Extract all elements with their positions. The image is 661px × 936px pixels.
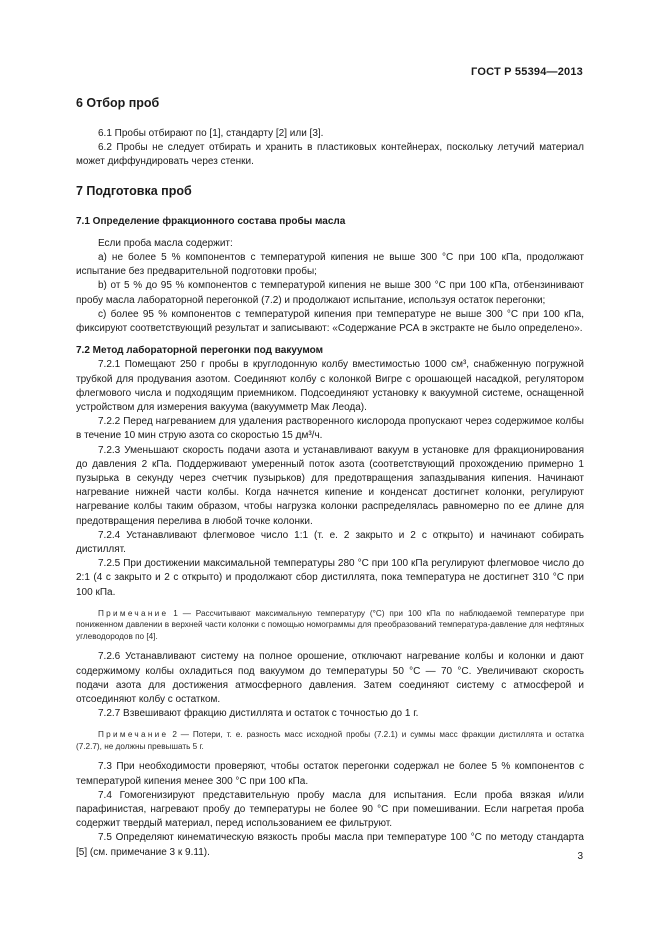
paragraph-7-2-3: 7.2.3 Уменьшают скорость подачи азота и устанавливают вакуум в установке для фракционирования до давления 2 кПа. Поддерживают умеренный поток азота (соответствующий прохождению примерно 1 пузырька в секунду через счетчик пузырьков) для предотвращения запаздывания кипения. Начинают нагревание нижней части колбы. Когда начнется кипение и конденсат достигнет колонки, регулируют нагревание колбы таким образом, чтобы нагрузка колонки распределялась равномерно по ее длине для предотвращения перелива в любой точке колонки.: [76, 444, 584, 527]
section-7-heading: 7 Подготовка проб: [76, 183, 192, 198]
note-2-text: 2 — Потери, т. е. разность масс исходной пробы (7.2.1) и суммы масс фракции дистиллята и остатка (7.2.7), не должны превышать 5 г.: [76, 730, 584, 751]
paragraph-7-3: 7.3 При необходимости проверяют, чтобы остаток перегонки содержал не более 5 % компонентов с температурой кипения менее 300 °С при 100 кПа.: [76, 761, 584, 787]
list-item-b: b) от 5 % до 95 % компонентов с температурой кипения не выше 300 °С при 100 кПа, отбензинивают пробу масла лабораторной перегонкой (7.2) и продолжают испытание, используя остаток перегонки;: [76, 280, 584, 306]
paragraph-7-5: 7.5 Определяют кинематическую вязкость пробы масла при температуре 100 °С по методу стандарта [5] (см. примечание 3 к 9.11).: [76, 832, 584, 858]
paragraph-7-2-7: 7.2.7 Взвешивают фракцию дистиллята и остаток с точностью до 1 г.: [98, 708, 419, 720]
paragraph-7-2-6: 7.2.6 Устанавливают систему на полное орошение, отключают нагревание колбы и колонки и дают содержимому колбы охладиться под вакуумом до температуры 50 °С — 70 °С. Увеличивают скорость подачи азота для достижения атмосферного давления. Затем соединяют систему с атмосферой и отсоединяют колбу с остатком.: [76, 651, 584, 705]
list-item-a: а) не более 5 % компонентов с температурой кипения не выше 300 °С при 100 кПа, продолжают испытание без предварительной подготовки пробы;: [76, 252, 584, 278]
note-1: [76, 608, 584, 643]
list-item-c: с) более 95 % компонентов с температурой кипения при температуре не выше 300 °С при 100 кПа, фиксируют соответствующий результат и записывают: «Содержание РСА в экстракте не было определено».: [76, 308, 584, 335]
paragraph-6-1: 6.1 Пробы отбирают по [1], стандарту [2] или [3].: [98, 128, 324, 139]
note-2: [76, 729, 584, 752]
note-1-text: 1 — Рассчитывают максимальную температуру (°С) при 100 кПа по наблюдаемой температуре при пониженном давлении в верхней части колонки с помощью номограммы для преобразований температура-давление для нефтяных углеводородов по [4].: [76, 608, 584, 641]
note-2-label: Примечание: [98, 730, 169, 740]
subsection-7-1-heading: 7.1 Определение фракционного состава пробы масла: [76, 215, 346, 227]
subsection-7-2-heading: 7.2 Метод лабораторной перегонки под вакуумом: [76, 345, 323, 357]
paragraph-6-2: 6.2 Пробы не следует отбирать и хранить в пластиковых контейнерах, поскольку летучий материал может диффундировать через стенки.: [76, 142, 584, 168]
section-6-heading: 6 Отбор проб: [76, 96, 160, 110]
paragraph-7-2-2: 7.2.2 Перед нагреванием для удаления растворенного кислорода пропускают через содержимое колбы в течение 10 мин струю азота со скоростью 15 дм³/ч.: [76, 416, 584, 442]
note-1-label: Примечание: [98, 608, 169, 618]
paragraph-7-2-5: 7.2.5 При достижении максимальной температуры 280 °С при 100 кПа регулируют флегмовое число до 2:1 (4 с закрыто и 2 с открыто) и продолжают сбор дистиллята, пока температура не достигнет 310 °С при 100 кПа.: [76, 558, 584, 598]
standard-header: ГОСТ Р 55394—2013: [471, 66, 583, 78]
page-content: [76, 96, 584, 860]
paragraph-7-2-1: 7.2.1 Помещают 250 г пробы в круглодонную колбу вместимостью 1000 см³, снабженную погружной трубкой для продувания азотом. Соединяют колбу с колонкой Вигре с орошающей насадкой, регулятором флегмового числа и подходящим приемником. Подсоединяют установку к вакуумной системе, оснащенной устройством для измерения вакуума (вакуумметр Мак Леода).: [76, 359, 584, 414]
paragraph-7-4: 7.4 Гомогенизируют представительную пробу масла для испытания. Если проба вязкая и/или парафинистая, нагревают пробу до температуры не более 90 °С при помешивании. Если нагретая проба содержит твердый материал, перед использованием ее фильтруют.: [76, 789, 584, 830]
paragraph-7-1-intro: Если проба масла содержит:: [98, 237, 233, 249]
page-number: 3: [577, 851, 583, 862]
paragraph-7-2-4: 7.2.4 Устанавливают флегмовое число 1:1 (т. е. 2 закрыто и 2 с открыто) и начинают собирать дистиллят.: [76, 529, 584, 556]
